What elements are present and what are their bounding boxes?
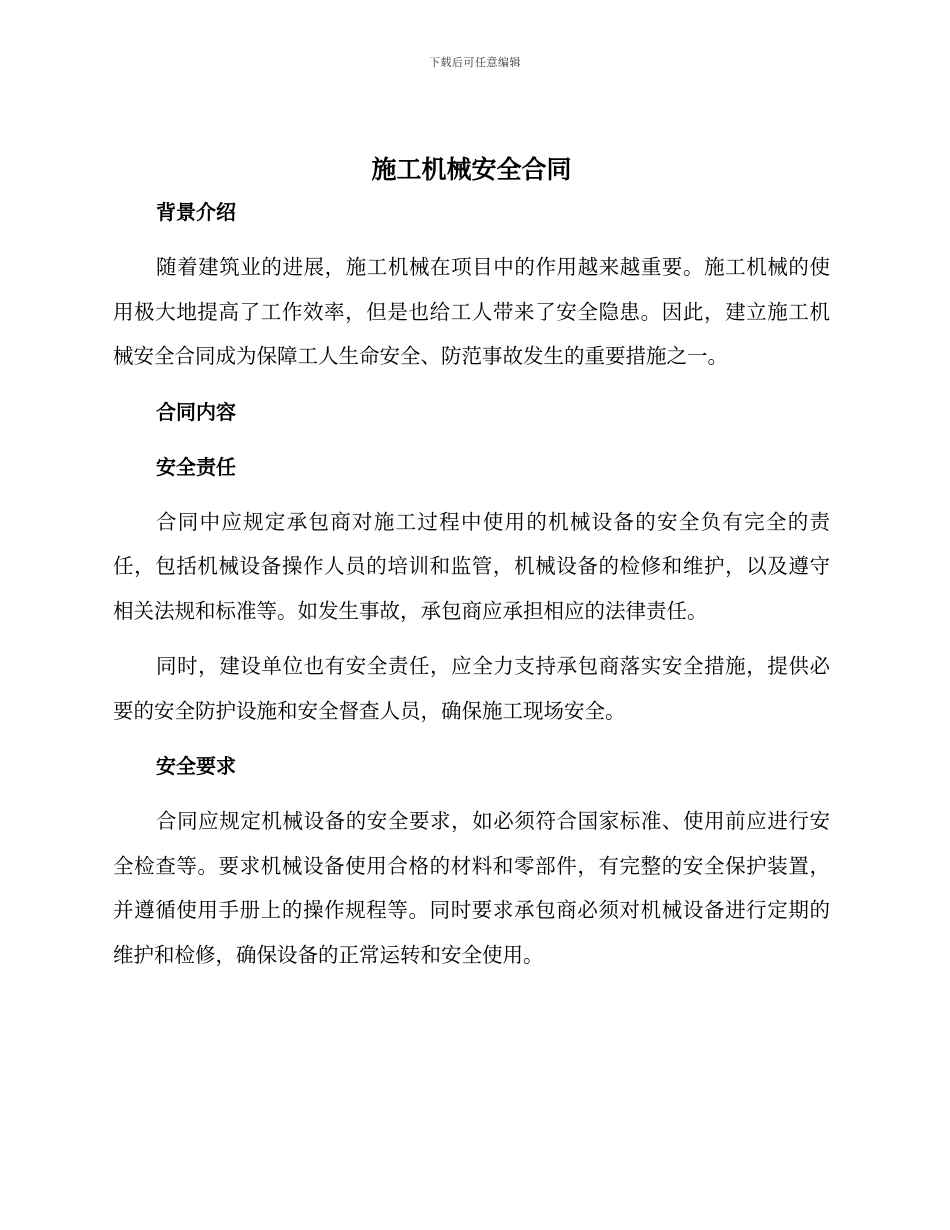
paragraph-safety-requirements: 合同应规定机械设备的安全要求，如必须符合国家标准、使用前应进行安全检查等。要求机械设备使用合格的材料和零部件，有完整的安全保护装置，并遵循使用手册上的操作规程等。同时要求承包商必须对机械设备进行定期的维护和检修，确保设备的正常运转和安全使用。 (113, 809, 830, 967)
paragraph-safety-responsibility-2: 同时，建设单位也有安全责任，应全力支持承包商落实安全措施，提供必要的安全防护设施和安全督查人员，确保施工现场安全。 (113, 654, 830, 723)
heading-contract-content: 合同内容 (156, 399, 236, 424)
heading-safety-responsibility: 安全责任 (156, 454, 236, 479)
heading-safety-requirements: 安全要求 (156, 754, 236, 778)
header-note: 下载后可任意编辑 (429, 56, 521, 69)
heading-background: 背景介绍 (156, 200, 236, 224)
paragraph-background: 随着建筑业的进展，施工机械在项目中的作用越来越重要。施工机械的使用极大地提高了工作效率，但是也给工人带来了安全隐患。因此，建立施工机械安全合同成为保障工人生命安全、防范事故发生的重要措施之一。 (113, 255, 830, 368)
document-title: 施工机械安全合同 (371, 155, 572, 184)
paragraph-safety-responsibility-1: 合同中应规定承包商对施工过程中使用的机械设备的安全负有完全的责任，包括机械设备操作人员的培训和监管，机械设备的检修和维护，以及遵守相关法规和标准等。如发生事故，承包商应承担相应的法律责任。 (113, 509, 830, 623)
document-body (113, 150, 830, 977)
